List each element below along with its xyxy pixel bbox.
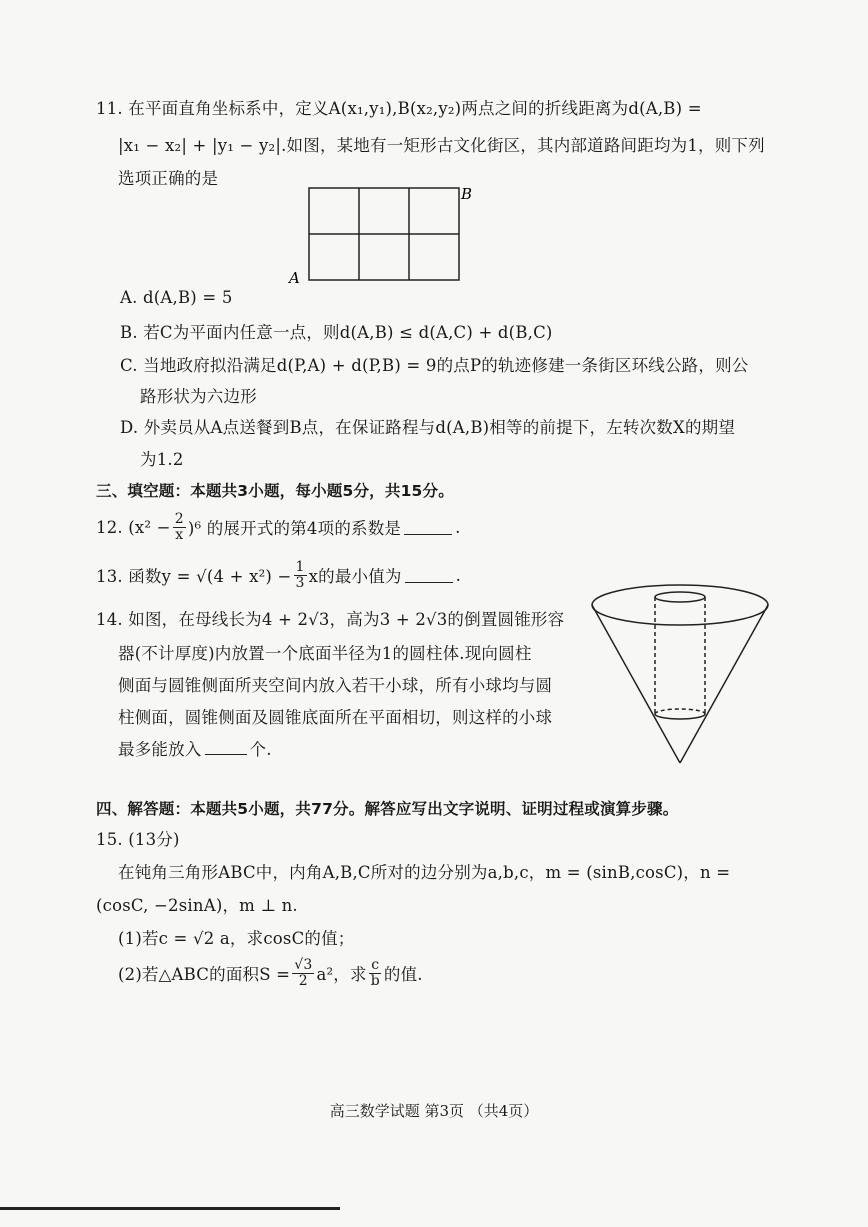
page-footer: 高三数学试题 第3页 （共4页）	[329, 1102, 539, 1120]
q15-part2-frac2-den: b	[370, 972, 380, 989]
q12-frac-num: 2	[174, 510, 184, 527]
q12-suffix: )⁶ 的展开式的第4项的系数是	[187, 519, 402, 538]
q14-line5-suffix: 个.	[249, 740, 272, 759]
q15-part2-frac-den: 2	[298, 972, 308, 989]
q13-answer-blank	[405, 568, 453, 583]
q15-part2-fraction2	[369, 958, 382, 989]
section-4-heading: 四、解答题：本题共5小题，共77分。解答应写出文字说明、证明过程或演算步骤。	[96, 800, 679, 818]
cone-left-edge	[592, 605, 680, 763]
q14-line5-prefix: 最多能放入	[118, 740, 202, 759]
cylinder-bottom-front	[655, 714, 705, 719]
q15-part1: (1)若c = √2 a，求cosC的值；	[118, 929, 355, 948]
q13-frac-num: 1	[295, 558, 305, 575]
cone-rim	[592, 585, 768, 625]
q14-line1: 14. 如图，在母线长为4 + 2√3，高为3 + 2√3的倒置圆锥形容	[96, 610, 565, 629]
q11-option-d-line1: D. 外卖员从A点送餐到B点，在保证路程与d(A,B)相等的前提下，左转次数X的期望	[120, 418, 736, 437]
grid-figure	[285, 180, 485, 290]
q15-line2: (cosC, −2sinA)，m ⊥ n.	[96, 896, 298, 915]
q11-line2: |x₁ − x₂| + |y₁ − y₂|.如图，某地有一矩形古文化街区，其内部道路间距均为1，则下列	[118, 136, 765, 155]
q15-line1: 在钝角三角形ABC中，内角A,B,C所对的边分别为a,b,c，m = (sinB,cosC)，n =	[118, 863, 731, 882]
q15-head: 15. (13分)	[96, 830, 180, 849]
q12	[96, 508, 461, 546]
label-a: A	[289, 269, 300, 287]
cone-right-edge	[680, 605, 768, 763]
q11-option-d-line2: 为1.2	[140, 450, 184, 469]
q15-part2-mid: a²，求	[316, 965, 367, 984]
q14-line3: 侧面与圆锥侧面所夹空间内放入若干小球，所有小球均与圆	[118, 676, 553, 695]
q13-frac-den: 3	[295, 574, 305, 591]
q13-prefix: 13. 函数y = √(4 + x²) −	[96, 567, 292, 586]
q13-end: .	[455, 565, 462, 585]
cylinder-bottom-back	[655, 709, 705, 714]
cone-figure	[588, 580, 778, 770]
q12-frac-den: x	[175, 526, 184, 543]
q11-option-b: B. 若C为平面内任意一点，则d(A,B) ≤ d(A,C) + d(B,C)	[120, 323, 553, 342]
label-b: B	[461, 185, 473, 203]
q12-end: .	[455, 517, 461, 537]
bottom-edge-bar	[0, 1207, 340, 1210]
q12-fraction	[173, 512, 186, 543]
q13-suffix: x的最小值为	[308, 567, 402, 586]
q13	[96, 556, 461, 594]
q12-answer-blank	[404, 520, 452, 535]
q14-line5	[118, 736, 272, 760]
q15-part2-frac2-num: c	[371, 956, 380, 973]
q11-option-a: A. d(A,B) = 5	[120, 288, 233, 307]
q15-part2-frac-num: √3	[294, 956, 313, 973]
section-3-heading: 三、填空题：本题共3小题，每小题5分，共15分。	[96, 482, 454, 500]
q15-part2	[118, 952, 423, 994]
q14-line2: 器(不计厚度)内放置一个底面半径为1的圆柱体.现向圆柱	[118, 644, 532, 663]
q14-line4: 柱侧面，圆锥侧面及圆锥底面所在平面相切，则这样的小球	[118, 708, 553, 727]
q11-option-c-line2: 路形状为六边形	[140, 387, 257, 406]
q11-line1: 11. 在平面直角坐标系中，定义A(x₁,y₁),B(x₂,y₂)两点之间的折线距离为d(A,B) =	[96, 99, 702, 118]
q11-line3: 选项正确的是	[118, 169, 219, 188]
q13-fraction	[294, 560, 307, 591]
q15-part2-prefix: (2)若△ABC的面积S =	[118, 965, 291, 984]
q11-option-c-line1: C. 当地政府拟沿满足d(P,A) + d(P,B) = 9的点P的轨迹修建一条街区环线公路，则公	[120, 356, 749, 375]
q15-part2-end: 的值.	[383, 965, 423, 984]
q14-answer-blank	[205, 740, 247, 755]
cylinder-top	[655, 592, 705, 602]
q12-prefix: 12. (x² −	[96, 517, 171, 537]
q15-part2-fraction	[292, 958, 314, 989]
